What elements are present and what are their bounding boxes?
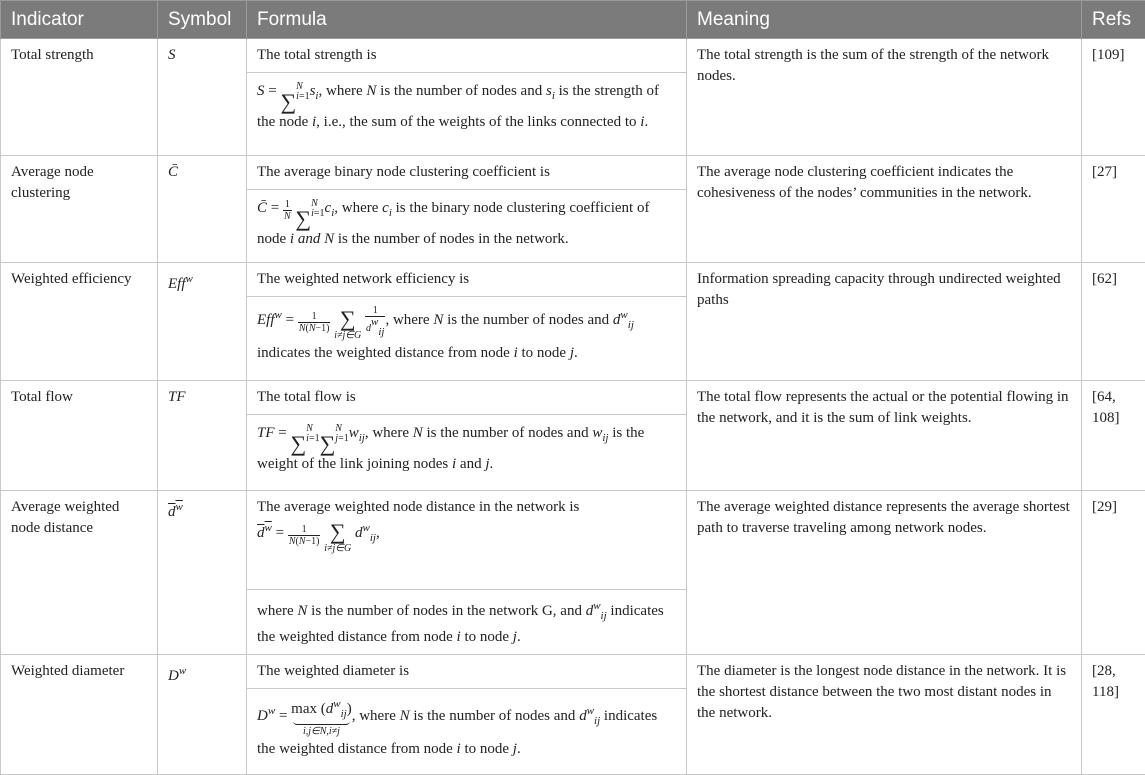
refs-cell: [28, 118] — [1082, 655, 1145, 775]
table-row — [1, 655, 1145, 775]
table-row — [1, 381, 1145, 491]
header-indicator: Indicator — [1, 1, 158, 39]
formula-cell — [247, 381, 687, 491]
symbol-cell — [158, 381, 247, 491]
indicator-cell: Average node clustering — [1, 156, 158, 263]
formula-detail: Eff$^w$ = $\frac{1}{N(N-1)}$ ∑ i≠j∈G $\frac{1}{\text{dwij}}$ , where N is the number of nodes and $d^w_{ij}$ indicates the weighted distance from node i to node j. — [247, 297, 686, 370]
symbol-text: C̄ — [168, 164, 178, 180]
formula-intro: The weighted network efficiency is — [247, 263, 686, 297]
formula-cell — [247, 491, 687, 655]
header-meaning: Meaning — [687, 1, 1082, 39]
header-row — [1, 1, 1145, 39]
symbol-text: S — [168, 47, 176, 63]
formula-cell — [247, 156, 687, 263]
formula-intro: The average weighted node distance in the network is $d^w$ = $\frac{1}{N(N-1)}$ ∑ i≠j∈G $d^w_{ij}$, — [247, 491, 686, 590]
formula-detail: S = ∑ N i=1 $s_i$, where N is the number of nodes and $s_i$ is the strength of the node i, i.e., the sum of the weights of the links connected to i. — [247, 73, 686, 139]
formula-intro: The average binary node clustering coefficient is — [247, 156, 686, 190]
indicator-cell: Average weighted node distance — [1, 491, 158, 655]
table-row — [1, 39, 1145, 156]
formula-detail: where N is the number of nodes in the network G, and $d^w_{ij}$ indicates the weighted distance from node i to node j. — [247, 590, 686, 654]
indicator-cell: Weighted efficiency — [1, 263, 158, 381]
meaning-cell: The average weighted distance represents the average shortest path to traverse traveling among network nodes. — [687, 491, 1082, 655]
meaning-cell: The diameter is the longest node distance in the network. It is the shortest distance between the two most distant nodes in the network. — [687, 655, 1082, 775]
formula-cell — [247, 263, 687, 381]
meaning-cell: The total strength is the sum of the strength of the network nodes. — [687, 39, 1082, 156]
meaning-cell: Information spreading capacity through undirected weighted paths — [687, 263, 1082, 381]
indicator-cell: Total flow — [1, 381, 158, 491]
symbol-text: $D^w$ — [168, 668, 186, 684]
formula-cell — [247, 39, 687, 156]
symbol-cell — [158, 156, 247, 263]
table-row — [1, 491, 1145, 655]
refs-cell: [27] — [1082, 156, 1145, 263]
meaning-cell: The average node clustering coefficient indicates the cohesiveness of the nodes’ communities in the network. — [687, 156, 1082, 263]
formula-intro: The total strength is — [247, 39, 686, 73]
symbol-cell — [158, 263, 247, 381]
indicator-cell: Total strength — [1, 39, 158, 156]
formula-intro: The total flow is — [247, 381, 686, 415]
symbol-cell — [158, 491, 247, 655]
formula-cell — [247, 655, 687, 775]
table-row — [1, 156, 1145, 263]
refs-cell: [29] — [1082, 491, 1145, 655]
symbol-cell — [158, 39, 247, 156]
formula-detail: C̄ = $\frac{1}{N}$ ∑ N i=1 $c_i$, where $c_i$ is the binary node clustering coefficient of node i and N is the number of nodes in the network. — [247, 190, 686, 256]
symbol-text: TF — [168, 389, 186, 405]
symbol-cell — [158, 655, 247, 775]
refs-cell: [64, 108] — [1082, 381, 1145, 491]
symbol-text: $d^w$ — [168, 504, 183, 520]
header-formula: Formula — [247, 1, 687, 39]
indicator-cell: Weighted diameter — [1, 655, 158, 775]
meaning-cell: The total flow represents the actual or the potential flowing in the network, and it is the sum of link weights. — [687, 381, 1082, 491]
formula-detail: $D^w = \max (d^w_{ij})$ i,j∈N,i≠j , where N is the number of nodes and $d^w_{ij}$ indicates the weighted distance from node i to node j. — [247, 689, 686, 766]
refs-cell: [109] — [1082, 39, 1145, 156]
formula-detail: TF = ∑ N i=1 ∑ N j=1 $w_{ij}$, where N is the number of nodes and $w_{ij}$ is the weight of the link joining nodes i and j. — [247, 415, 686, 481]
refs-cell: [62] — [1082, 263, 1145, 381]
formula-intro: The weighted diameter is — [247, 655, 686, 689]
symbol-text: Eff$^w$ — [168, 276, 193, 292]
header-symbol: Symbol — [158, 1, 247, 39]
table-row — [1, 263, 1145, 381]
header-refs: Refs — [1082, 1, 1145, 39]
